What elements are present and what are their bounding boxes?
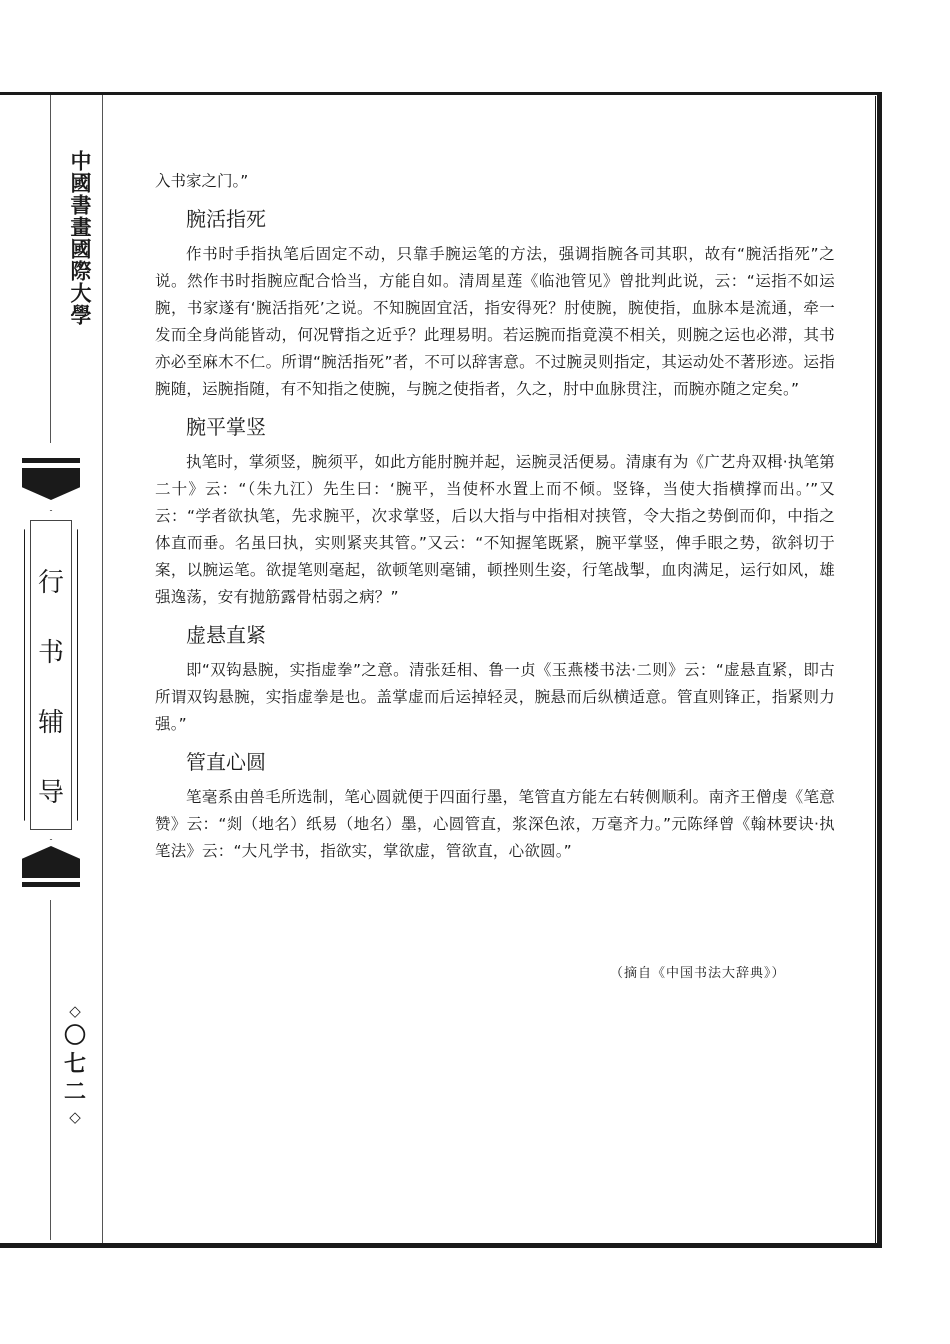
section-label-char: 行 xyxy=(37,568,64,598)
page-number-digit: 七 xyxy=(64,1051,87,1077)
section-heading: 腕活指死 xyxy=(186,207,266,231)
page-number-digit: 二 xyxy=(64,1079,87,1105)
page-number-digit: 〇 xyxy=(64,1023,87,1049)
section-heading: 管直心圆 xyxy=(186,750,266,774)
section-body: 即“双钩悬腕，实指虚拳”之意。清张廷相、鲁一贞《玉燕楼书法·二则》云：“虚悬直紧，即古所谓双钩悬腕，实指虚拳是也。盖掌虚而后运掉轻灵，腕悬而后纵横适意。管直则锋正，指紧则力强。” xyxy=(155,661,835,733)
continued-text: 入书家之门。” xyxy=(155,172,249,190)
sidebar-rule-lower xyxy=(50,900,51,1240)
section-body: 作书时手指执笔后固定不动，只靠手腕运笔的方法，强调指腕各司其职，故有“腕活指死”之说。然作书时指腕应配合恰当，方能自如。清周星莲《临池管见》曾批判此说，云：“运指不如运腕，书家遂有‘腕活指死’之说。不知腕固宜活，指安得死？肘使腕，腕使指，血脉本是流通，牵一发而全身尚能皆动，何况臂指之近乎？此理易明。若运腕而指竟漠不相关，则腕之运也必滞，其书亦必至麻木不仁。所谓“腕活指死”者，不可以辞害意。不过腕灵则指定，其运动处不著形迹。运指腕随，运腕指随，有不知指之使腕，与腕之使指者，久之，肘中血脉贯注，而腕亦随之定矣。” xyxy=(155,245,835,398)
section-body: 笔毫系由兽毛所选制，笔心圆就便于四面行墨，笔管直方能左右转侧顺利。南齐王僧虔《笔意赞》云：“剡（地名）纸易（地名）墨，心圆管直，浆深色浓，万毫齐力。”元陈绎曾《翰林要诀·执笔法》云：“大凡学书，指欲实，掌欲虚，管欲直，心欲圆。” xyxy=(155,788,835,860)
source-citation: （摘自《中国书法大辞典》） xyxy=(610,966,786,981)
section-body: 执笔时，掌须竖，腕须平，如此方能肘腕并起，运腕灵活便易。清康有为《广艺舟双楫·执笔第二十》云：“（朱九江）先生曰：‘腕平，当使杯水置上而不倾。竖锋，当使大指横撑而出。’”又云：“学者欲执笔，先求腕平，次求掌竖，后以大指与中指相对挟管，令大指之势倒而仰，中指之体直而垂。名虽曰执，实则紧夹其管。”又云：“不知握笔既紧，腕平掌竖，俾手眼之势，欲斜切于案，以腕运笔。欲提笔则毫起，欲顿笔则毫铺，顿挫则生姿，行笔战掣，血肉满足，运行如风，雄强逸荡，安有抛筋露骨枯弱之病？” xyxy=(155,453,835,606)
diamond-icon: ◇ xyxy=(69,1108,81,1126)
ornament-bar-bottom xyxy=(22,882,80,887)
sidebar-rule-upper xyxy=(50,95,51,443)
page-number xyxy=(64,1000,86,1128)
section-label xyxy=(34,548,68,828)
section-heading: 腕平掌竖 xyxy=(186,415,266,439)
section-label-char: 导 xyxy=(37,778,64,808)
section-label-char: 辅 xyxy=(37,708,64,738)
sidebar-rule-right xyxy=(102,95,103,1243)
school-name: 中國書畫國際大學 xyxy=(68,150,93,326)
main-content xyxy=(155,168,835,865)
diamond-icon: ◇ xyxy=(69,1002,81,1020)
section-heading: 虚悬直紧 xyxy=(186,623,266,647)
section-label-char: 书 xyxy=(37,638,64,668)
ornament-bar-top xyxy=(22,458,80,463)
